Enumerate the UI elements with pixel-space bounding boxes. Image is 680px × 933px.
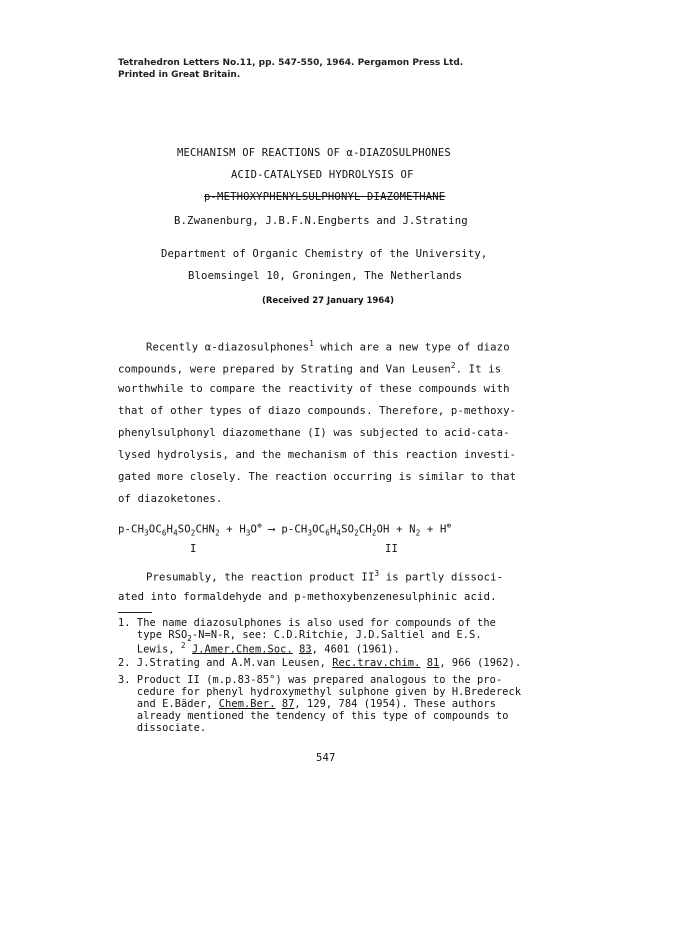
ref-3: 3 xyxy=(374,569,380,578)
compound-label-I: I xyxy=(190,543,197,555)
authors: B.Zwanenburg, J.B.F.N.Engberts and J.Strating xyxy=(174,215,468,227)
footnote-3-line-4: already mentioned the tendency of this type of compounds to xyxy=(118,710,509,722)
reaction-equation: $p-CH_3OC_6H_4SO_2CHN_2 + H_3O^\oplus$ ⟶ $p-CH_3OC_6H_4SO_2CH_2OH + N_2 + H^\oplus$ xyxy=(118,521,452,538)
body-line-6: lysed hydrolysis, and the mechanism of this reaction investi- xyxy=(118,449,517,461)
body-line-7: gated more closely. The reaction occurring is similar to that xyxy=(118,471,517,483)
footnote-1-line-2: type $RSO_2-N=N-R$, see: C.D.Ritchie, J.D.Saltiel and E.S. xyxy=(118,629,482,644)
received-date: (Received 27 January 1964) xyxy=(262,296,395,306)
affiliation-line-1: Department of Organic Chemistry of the University, xyxy=(161,248,488,260)
title-line-3: p-METHOXYPHENYLSULPHONYL DIAZOMETHANE xyxy=(204,191,446,203)
journal-citation: Tetrahedron Letters No.11, pp. 547-550, 1964. Pergamon Press Ltd. xyxy=(118,58,464,68)
body-line-1: Recently α-diazosulphones$^1$ which are a new type of diazo xyxy=(146,339,510,354)
body-line-3: worthwhile to compare the reactivity of these compounds with xyxy=(118,383,510,395)
footnote-3-line-5: dissociate. xyxy=(118,722,207,734)
ref-1: 1 xyxy=(309,339,314,348)
reaction-arrow: ⟶ xyxy=(268,523,275,536)
body-line-10: ated into formaldehyde and p-methoxybenzenesulphinic acid. xyxy=(118,591,497,603)
body-line-9: Presumably, the reaction product $II^3$ is partly dissoci- xyxy=(146,569,504,584)
footnote-2: 2. J.Strating and A.M.van Leusen, Rec.trav.chim. 81, 966 (1962). xyxy=(118,657,522,669)
footnote-1-line-3: Lewis, $^2$ J.Amer.Chem.Soc. 83, 4601 (1961). xyxy=(118,641,400,656)
body-line-2: compounds, were prepared by Strating and Van Leusen$^2$. It is xyxy=(118,361,502,376)
printed-in: Printed in Great Britain. xyxy=(118,70,241,80)
body-line-5: phenylsulphonyl diazomethane (I) was subjected to acid-cata- xyxy=(118,427,510,439)
footnote-3-line-1: 3. Product II (m.p.83-85°) was prepared analogous to the pro- xyxy=(118,674,503,686)
body-line-8: of diazoketones. xyxy=(118,493,223,505)
body-line-4: that of other types of diazo compounds. Therefore, p-methoxy- xyxy=(118,405,517,417)
footnote-3-line-2: cedure for phenyl hydroxymethyl sulphone given by H.Bredereck xyxy=(118,686,522,698)
affiliation-line-2: Bloemsingel 10, Groningen, The Netherlands xyxy=(188,270,463,282)
compound-label-II: II xyxy=(385,543,399,555)
footnote-1-line-1: 1. The name diazosulphones is also used for compounds of the xyxy=(118,617,496,629)
footnote-3-line-3: and E.Bäder, Chem.Ber. 87, 129, 784 (1954). These authors xyxy=(118,698,496,710)
title-line-2: ACID-CATALYSED HYDROLYSIS OF xyxy=(231,169,414,181)
title-line-1: MECHANISM OF REACTIONS OF α-DIAZOSULPHONES xyxy=(177,147,451,159)
footnote-divider xyxy=(118,612,152,613)
page-number: 547 xyxy=(316,752,336,764)
ref-2: 2 xyxy=(450,361,456,370)
